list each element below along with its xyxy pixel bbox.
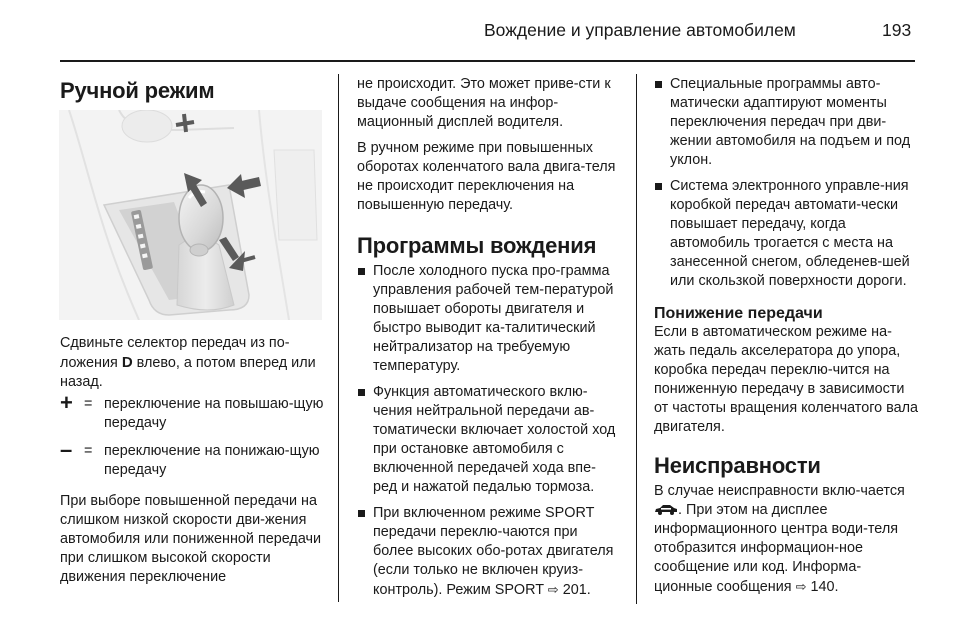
paragraph-continued: не происходит. Это может приве-сти к выдаче сообщения на инфор-мационный дисплей водителя. <box>357 76 611 130</box>
bullet-item <box>654 177 919 291</box>
bullet-square-icon <box>358 268 365 275</box>
legend-downshift <box>60 437 325 480</box>
intro-text-1: Сдвиньте селектор передач из по-ложения <box>60 335 290 371</box>
header-rule <box>60 60 915 62</box>
reference-arrow-icon: ⇨ <box>795 579 807 594</box>
equals-sign: = <box>84 396 93 412</box>
bullet-text: Система электронного управле-ния коробкой передач автомати-чески повышает передачу, когда автомобиль трогается с места на занесенной снегом, обледенев-шей или скользкой поверхности дороги. <box>670 178 910 289</box>
car-warning-icon <box>654 503 678 515</box>
page-reference-link[interactable]: 201. <box>558 582 591 598</box>
running-header-title: Вождение и управление автомобилем <box>484 20 796 40</box>
bullet-text: После холодного пуска про-грамма управления рабочей тем-пературой повышает обороты двигателя и быстро выводит ка-талитический нейтрализатор на требуемую температуру. <box>373 263 614 374</box>
column-divider-2 <box>636 74 637 604</box>
bullet-item <box>357 383 619 497</box>
page-reference-link[interactable]: 140. <box>806 579 839 595</box>
gear-shifter-drawing <box>59 110 322 320</box>
overspeed-paragraph: При выборе повышенной передачи на слишком низкой скорости дви-жения автомобиля или пониженной передачи при слишком высокой скорости движения переключение <box>60 493 322 585</box>
intro-paragraph <box>60 334 325 392</box>
minus-icon: – <box>60 437 73 462</box>
heading-faults: Неисправности <box>654 453 821 478</box>
bullet-item <box>357 262 619 376</box>
bullet-square-icon <box>655 183 662 190</box>
kickdown-paragraph: Если в автоматическом режиме на-жать педаль акселератора до упора, коробка передач переклю-чится на пониженную передачу в зависимости от частоты вращения коленчатого вала двигателя. <box>654 324 919 435</box>
column-2 <box>357 75 619 607</box>
column-divider-1 <box>338 74 339 602</box>
bullet-square-icon <box>655 81 662 88</box>
bullet-square-icon <box>358 389 365 396</box>
legend-upshift <box>60 390 325 433</box>
gear-selector-illustration <box>59 110 322 320</box>
column-1-body <box>60 334 325 594</box>
fault-text-2: . При этом на дисплее информационного центра води-теля отобразится информацион-ное сообщение или код. Информа-ционные сообщения <box>654 502 899 595</box>
bullet-text: Функция автоматического вклю-чения нейтральной передачи ав-томатически включает холостой ход при остановке автомобиля с включенной передачей хода впе-ред и нажатой педалью тормоза. <box>373 384 616 495</box>
bullet-item <box>654 75 919 170</box>
equals-sign: = <box>84 443 93 459</box>
paragraph-manual-high-rpm: В ручном режиме при повышенных оборотах коленчатого вала двига-теля не происходит переключения на повышенную передачу. <box>357 140 616 213</box>
column-3 <box>654 75 919 604</box>
fault-text-1: В случае неисправности вклю-чается <box>654 483 905 499</box>
plus-icon: + <box>60 390 73 415</box>
bullet-text: При включенном режиме SPORT передачи переклю-чаются при более высоких обо-ротах двигателя (если только не включен круиз-контроль). Режим SPORT <box>373 505 614 598</box>
subheading-kickdown: Понижение передачи <box>654 305 823 322</box>
bullet-text: Специальные программы авто-матически адаптируют моменты переключения передач при дви-жении автомобиля на подъем и под уклон. <box>670 76 911 168</box>
legend-text: переключение на повышаю-щую передачу <box>104 396 324 431</box>
heading-driving-programs: Программы вождения <box>357 233 597 258</box>
bullet-square-icon <box>358 510 365 517</box>
gear-position-d: D <box>121 354 133 371</box>
legend-text: переключение на понижаю-щую передачу <box>104 443 320 478</box>
bullet-item <box>357 504 619 600</box>
heading-manual-mode: Ручной режим <box>60 78 215 103</box>
page-number: 193 <box>882 20 912 40</box>
reference-arrow-icon: ⇨ <box>547 582 559 597</box>
intro-text-2: влево, а потом вперед или назад. <box>60 355 316 390</box>
column-1 <box>60 78 325 104</box>
fault-paragraph <box>654 482 919 597</box>
